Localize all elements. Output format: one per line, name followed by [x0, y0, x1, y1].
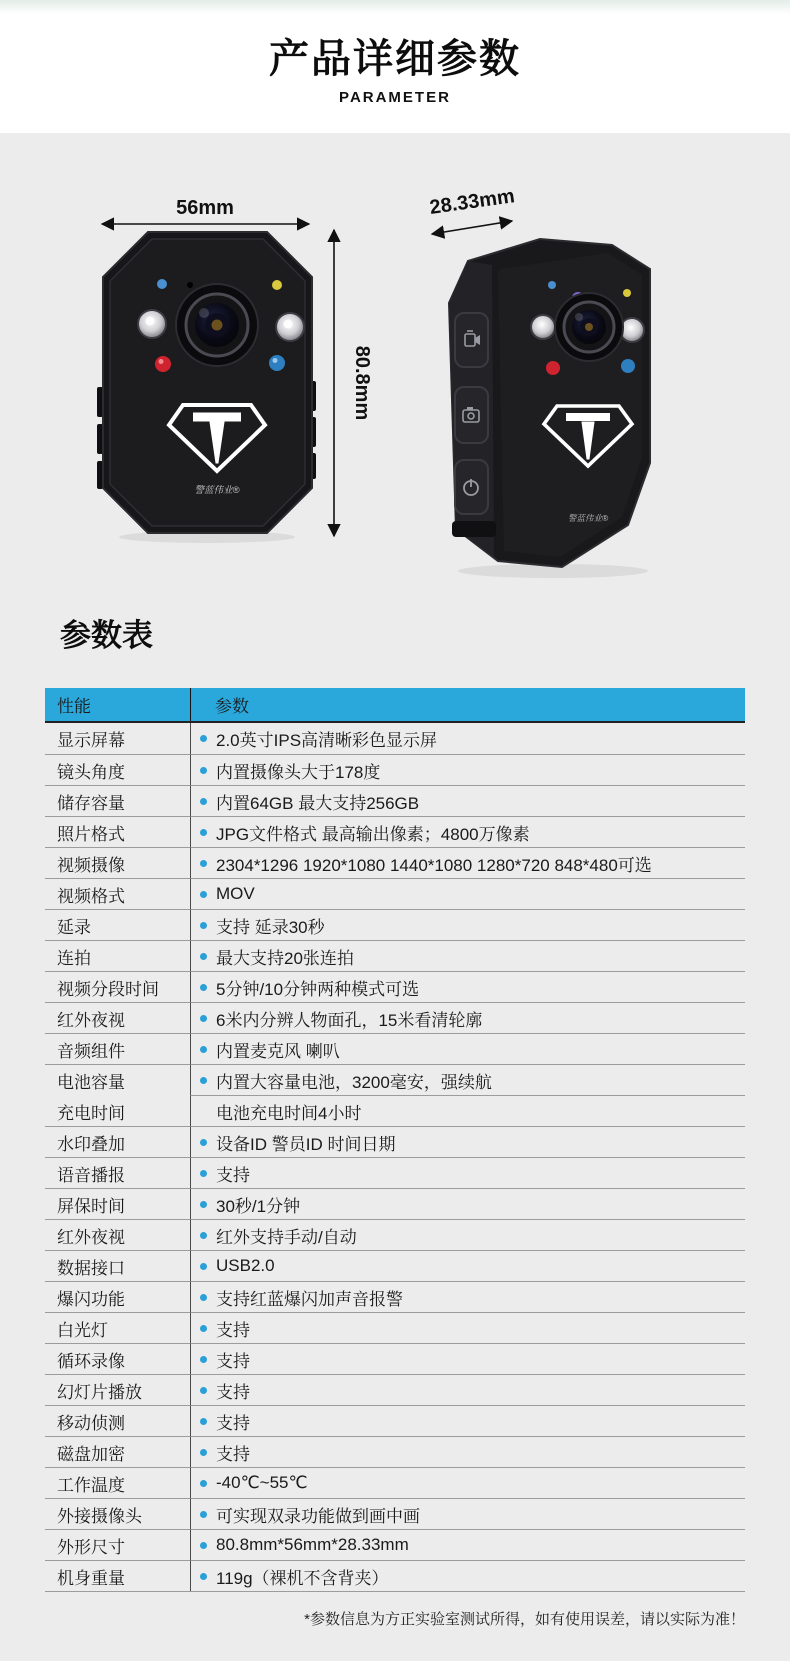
- footnote: *参数信息为方正实验室测试所得，如有使用误差，请以实际为准！: [304, 1611, 745, 1629]
- table-row: [45, 1467, 745, 1498]
- row-value-text: 80.8mm*56mm*28.33mm: [216, 1535, 409, 1555]
- table-row: [45, 1529, 745, 1560]
- row-value: [190, 940, 745, 971]
- row-value-text: 支持: [216, 1413, 250, 1433]
- row-value-text: 支持: [216, 1444, 250, 1464]
- table-row: [45, 754, 745, 785]
- table-row: [45, 909, 745, 940]
- port-cover: [452, 521, 496, 537]
- row-label: 视频摄像: [45, 847, 190, 878]
- row-value: [190, 1312, 745, 1343]
- row-value-text: 内置大容量电池，3200毫安，强续航: [216, 1072, 492, 1092]
- table-row: [45, 785, 745, 816]
- record-button: [455, 313, 488, 367]
- product-figure: [0, 133, 790, 593]
- bullet-icon: [200, 1232, 207, 1239]
- row-label: 储存容量: [45, 785, 190, 816]
- row-value-text: 2.0英寸IPS高清晰彩色显示屏: [216, 731, 438, 751]
- table-row: [45, 1312, 745, 1343]
- side-camera-lens: [555, 293, 623, 361]
- header-parameter: 参数: [190, 688, 745, 721]
- row-label: 移动侦测: [45, 1405, 190, 1436]
- row-value-text: 支持: [216, 1320, 250, 1340]
- row-value-text: 119g（裸机不含背夹）: [216, 1568, 389, 1588]
- status-led-blue: [157, 279, 167, 289]
- table-row: [45, 1250, 745, 1281]
- table-row: [45, 1281, 745, 1312]
- side-alarm-led-red: [546, 361, 560, 375]
- row-value: [190, 1374, 745, 1405]
- spec-table: [45, 688, 745, 1592]
- led-lamp-left-core: [146, 317, 155, 326]
- table-row: [45, 878, 745, 909]
- mic-hole: [187, 282, 193, 288]
- row-label: 循环录像: [45, 1343, 190, 1374]
- bullet-icon: [200, 1449, 207, 1456]
- bullet-icon: [200, 1542, 207, 1549]
- table-row: [45, 1064, 745, 1095]
- row-value-text: 支持: [216, 1351, 250, 1371]
- bullet-icon: [200, 1356, 207, 1363]
- bullet-icon: [200, 1170, 207, 1177]
- bullet-icon: [200, 1015, 207, 1022]
- row-label: 屏保时间: [45, 1188, 190, 1219]
- row-value-text: 5分钟/10分钟两种模式可选: [216, 979, 420, 999]
- content-area: [0, 133, 790, 1661]
- width-dimension: [102, 197, 309, 224]
- row-label: 外接摄像头: [45, 1498, 190, 1529]
- bullet-icon: [200, 1325, 207, 1332]
- row-value: [190, 1529, 745, 1560]
- row-value: [190, 1126, 745, 1157]
- row-label: 幻灯片播放: [45, 1374, 190, 1405]
- status-led-yellow: [272, 280, 282, 290]
- alarm-led-blue: [269, 355, 285, 371]
- bullet-icon: [200, 922, 207, 929]
- table-row: [45, 1405, 745, 1436]
- height-dimension-label: 80.8mm: [351, 345, 373, 421]
- bullet-icon: [200, 1418, 207, 1425]
- row-value: [190, 1219, 745, 1250]
- led-lamp-right-core: [284, 320, 293, 329]
- row-value: [190, 816, 745, 847]
- table-row: [45, 971, 745, 1002]
- row-label: 照片格式: [45, 816, 190, 847]
- row-value: [190, 785, 745, 816]
- bullet-icon: [200, 1573, 207, 1580]
- row-value-text: 电池充电时间4小时: [216, 1103, 362, 1123]
- row-value-text: USB2.0: [216, 1256, 275, 1276]
- alarm-led-red: [155, 356, 171, 372]
- row-label: 镜头角度: [45, 754, 190, 785]
- brand-text-side: 警蓝伟业®: [567, 513, 609, 523]
- bullet-icon: [200, 1511, 207, 1518]
- row-label: 外形尺寸: [45, 1529, 190, 1560]
- row-value-text: 6米内分辨人物面孔，15米看清轮廓: [216, 1010, 483, 1030]
- row-value: [190, 1002, 745, 1033]
- row-value: [190, 1436, 745, 1467]
- camera-lens: [176, 284, 258, 366]
- alarm-led-red-highlight: [159, 359, 164, 364]
- row-value-text: 2304*1296 1920*1080 1440*1080 1280*720 848*480可选: [216, 855, 652, 875]
- side-alarm-led-blue: [621, 359, 635, 373]
- table-row: [45, 1436, 745, 1467]
- table-row: [45, 1219, 745, 1250]
- row-value-text: 最大支持20张连拍: [216, 948, 354, 968]
- table-row: [45, 940, 745, 971]
- row-value-text: 设备ID 警员ID 时间日期: [216, 1134, 396, 1154]
- row-label: 音频组件: [45, 1033, 190, 1064]
- depth-dimension-arrow: [432, 221, 512, 234]
- side-status-led-blue: [548, 281, 556, 289]
- row-value: [190, 1467, 745, 1498]
- bullet-icon: [200, 798, 207, 805]
- row-value: [190, 1157, 745, 1188]
- table-row: [45, 1033, 745, 1064]
- alarm-led-blue-highlight: [273, 358, 278, 363]
- side-led-lamp-left: [531, 315, 555, 339]
- brand-text-front: 警蓝伟业®: [194, 485, 240, 496]
- row-label: 延录: [45, 909, 190, 940]
- row-value: [190, 847, 745, 878]
- table-row: [45, 816, 745, 847]
- row-value-text: MOV: [216, 884, 255, 904]
- row-value-text: 支持红蓝爆闪加声音报警: [216, 1289, 403, 1309]
- table-row: [45, 723, 745, 754]
- row-label: 连拍: [45, 940, 190, 971]
- row-value: [190, 1560, 745, 1591]
- bullet-icon: [200, 829, 207, 836]
- spec-table-header: [45, 688, 745, 723]
- header-performance: 性能: [57, 697, 91, 717]
- row-label: 充电时间: [57, 1103, 125, 1123]
- row-label: 工作温度: [45, 1467, 190, 1498]
- title-section: [0, 0, 790, 133]
- row-value: [190, 1250, 745, 1281]
- depth-dimension: [428, 185, 516, 234]
- row-label: 水印叠加: [45, 1126, 190, 1157]
- bullet-icon: [200, 1139, 207, 1146]
- row-label: 电池容量: [45, 1064, 190, 1095]
- row-value: [190, 1095, 745, 1126]
- height-dimension: [334, 230, 373, 536]
- table-row: [45, 1095, 745, 1126]
- bullet-icon: [200, 1480, 207, 1487]
- bullet-icon: [200, 891, 207, 898]
- side-camera-image: [449, 239, 650, 567]
- bullet-icon: [200, 1263, 207, 1270]
- row-value: [190, 909, 745, 940]
- row-label: 机身重量: [45, 1560, 190, 1591]
- bullet-icon: [200, 1387, 207, 1394]
- photo-button: [455, 387, 488, 443]
- row-value-text: 内置64GB 最大支持256GB: [216, 793, 420, 813]
- bullet-icon: [200, 1077, 207, 1084]
- table-row: [45, 1560, 745, 1591]
- width-dimension-label: 56mm: [176, 197, 234, 219]
- bullet-icon: [200, 1046, 207, 1053]
- front-camera-image: [97, 232, 316, 533]
- table-row: [45, 1126, 745, 1157]
- row-value: [190, 1033, 745, 1064]
- spec-table-rows: [45, 723, 745, 1591]
- row-value-text: 红外支持手动/自动: [216, 1227, 357, 1247]
- row-label: 白光灯: [45, 1312, 190, 1343]
- bullet-icon: [200, 767, 207, 774]
- bullet-icon: [200, 735, 207, 742]
- section-heading: 参数表: [60, 618, 153, 653]
- row-value: [190, 1064, 745, 1095]
- table-row: [45, 1002, 745, 1033]
- row-value: [190, 723, 745, 754]
- row-value: [190, 1281, 745, 1312]
- row-label: 数据接口: [45, 1250, 190, 1281]
- row-value-text: JPG文件格式 最高输出像素；4800万像素: [216, 824, 530, 844]
- row-value: [190, 971, 745, 1002]
- page-title: 产品详细参数: [269, 37, 521, 81]
- row-value: [190, 878, 745, 909]
- row-label: 语音播报: [45, 1157, 190, 1188]
- row-value-text: 内置摄像头大于178度: [216, 762, 381, 782]
- row-value-text: 可实现双录功能做到画中画: [216, 1506, 420, 1526]
- row-value-text: 内置麦克风 喇叭: [216, 1041, 340, 1061]
- row-value-text: 30秒/1分钟: [216, 1196, 301, 1216]
- bullet-icon: [200, 984, 207, 991]
- table-row: [45, 1498, 745, 1529]
- row-label: 红外夜视: [45, 1219, 190, 1250]
- row-label: 显示屏幕: [57, 731, 125, 751]
- row-value-text: -40℃~55℃: [216, 1473, 308, 1493]
- bullet-icon: [200, 860, 207, 867]
- table-row: [45, 1188, 745, 1219]
- table-row: [45, 1374, 745, 1405]
- row-label: 视频格式: [45, 878, 190, 909]
- page-subtitle: PARAMETER: [339, 89, 451, 106]
- bullet-icon: [200, 1294, 207, 1301]
- row-value: [190, 1188, 745, 1219]
- row-label: 视频分段时间: [45, 971, 190, 1002]
- row-value-text: 支持 延录30秒: [216, 917, 325, 937]
- row-value-text: 支持: [216, 1382, 250, 1402]
- depth-dimension-label: 28.33mm: [428, 185, 517, 219]
- table-row: [45, 1157, 745, 1188]
- table-row: [45, 847, 745, 878]
- row-label: 红外夜视: [45, 1002, 190, 1033]
- row-value: [190, 1343, 745, 1374]
- row-value-text: 支持: [216, 1165, 250, 1185]
- table-row: [45, 1343, 745, 1374]
- row-label: 磁盘加密: [45, 1436, 190, 1467]
- row-value: [190, 1405, 745, 1436]
- row-label: 爆闪功能: [45, 1281, 190, 1312]
- bullet-icon: [200, 953, 207, 960]
- side-status-led-yellow: [623, 289, 631, 297]
- bullet-icon: [200, 1201, 207, 1208]
- row-value: [190, 1498, 745, 1529]
- row-value: [190, 754, 745, 785]
